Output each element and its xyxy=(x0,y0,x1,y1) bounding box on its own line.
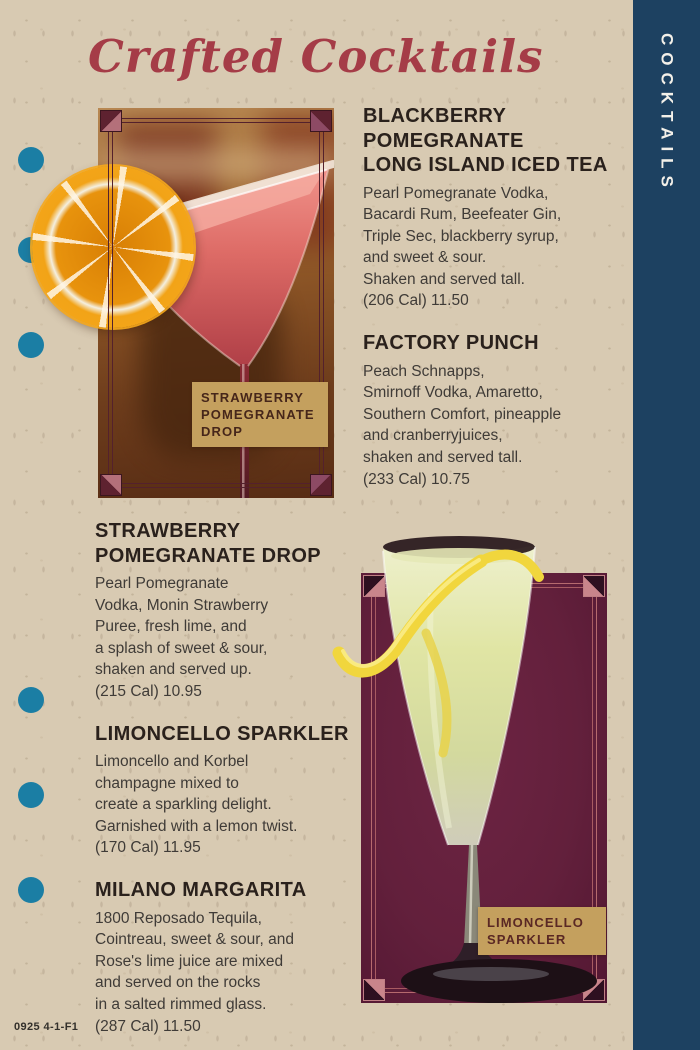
item-description: Pearl Pomegranate Vodka, Bacardi Rum, Beefeater Gin, Triple Sec, blackberry syrup, and sweet & sour. Shaken and served tall. (206 Cal) 11.50 xyxy=(363,183,631,313)
frame-corner-ornament xyxy=(310,110,332,132)
cocktails-section-tab[interactable] xyxy=(633,0,700,1050)
item-description: 1800 Reposado Tequila, Cointreau, sweet & sour, and Rose's lime juice are mixed and served on the rocks in a salted rimmed glass. (287 Cal) 11.50 xyxy=(95,908,370,1038)
champagne-flute-illustration xyxy=(331,533,607,1043)
item-name: FACTORY PUNCH xyxy=(363,332,539,355)
teal-dot xyxy=(18,332,44,358)
item-name: LIMONCELLO SPARKLER xyxy=(95,722,349,745)
teal-dot xyxy=(18,877,44,903)
item-description: Limoncello and Korbel champagne mixed to create a sparkling delight. Garnished with a lemon twist. (170 Cal) 11.95 xyxy=(95,751,370,859)
item-name: STRAWBERRY POMEGRANATE DROP xyxy=(95,520,322,567)
teal-dot xyxy=(18,147,44,173)
document-code: 0925 4-1-F1 xyxy=(14,1021,79,1033)
caption-line: SPARKLER xyxy=(487,932,567,947)
orange-slice-garnish xyxy=(32,166,194,328)
menu-item-blackberry-pomegranate-lit xyxy=(363,104,631,312)
item-calories-price: (170 Cal) 11.95 xyxy=(95,839,201,857)
photo-caption-limoncello xyxy=(478,907,606,955)
caption-line: POMEGRANATE xyxy=(201,407,315,422)
frame-corner-ornament xyxy=(310,474,332,496)
menu-item-limoncello-sparkler xyxy=(95,722,370,859)
menu-item-strawberry-pomegranate-drop xyxy=(95,519,370,703)
page-title: Crafted Cocktails xyxy=(88,30,544,83)
frame-corner-ornament xyxy=(100,474,122,496)
teal-dot xyxy=(18,687,44,713)
limoncello-sparkler-photo xyxy=(361,573,607,1003)
teal-dot xyxy=(18,782,44,808)
menu-item-milano-margarita xyxy=(95,878,370,1037)
item-name: BLACKBERRY POMEGRANATE LONG ISLAND ICED TEA xyxy=(363,105,608,176)
caption-line: LIMONCELLO xyxy=(487,915,584,930)
cocktails-tab-label: COCKTAILS xyxy=(657,33,677,194)
photo-caption-strawberry xyxy=(192,382,328,447)
item-calories-price: (287 Cal) 11.50 xyxy=(95,1017,201,1035)
item-calories-price: (233 Cal) 10.75 xyxy=(363,470,470,488)
frame-corner-ornament xyxy=(100,110,122,132)
menu-item-factory-punch xyxy=(363,331,631,490)
item-description: Pearl Pomegranate Vodka, Monin Strawberry Puree, fresh lime, and a splash of sweet & sour, shaken and served up. (215 Cal) 10.95 xyxy=(95,573,370,703)
item-calories-price: (215 Cal) 10.95 xyxy=(95,682,202,700)
item-name: MILANO MARGARITA xyxy=(95,879,307,902)
caption-line: DROP xyxy=(201,424,243,439)
menu-column-left xyxy=(95,519,370,1050)
item-calories-price: (206 Cal) 11.50 xyxy=(363,292,469,310)
item-description: Peach Schnapps, Smirnoff Vodka, Amaretto, Southern Comfort, pineapple and cranberryjuices, shaken and served tall. (233 Cal) 10.75 xyxy=(363,361,631,491)
menu-column-right xyxy=(363,104,631,509)
caption-line: STRAWBERRY xyxy=(201,390,304,405)
strawberry-pomegranate-drop-photo xyxy=(98,108,334,498)
